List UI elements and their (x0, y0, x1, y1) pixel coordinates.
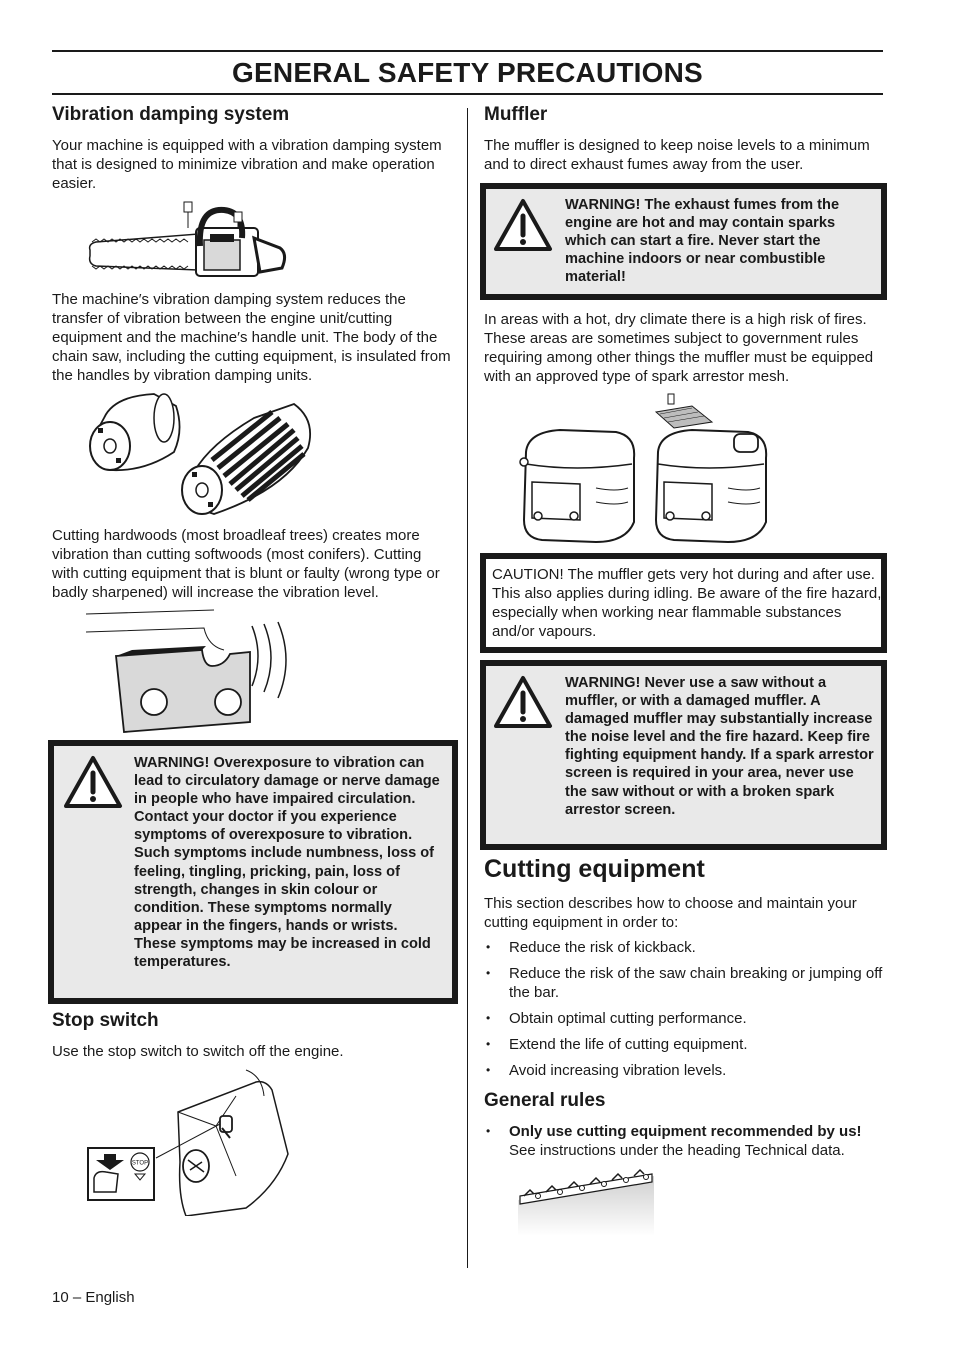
damping-elements-illustration (84, 390, 324, 520)
list-item: • Avoid increasing vibration levels. (484, 1061, 884, 1080)
muffler-body: The muffler is designed to keep noise levels to a minimum and to direct exhaust fumes away from the user. (484, 137, 870, 173)
vibration-body: The machine′s vibration damping system reduces the transfer of vibration between the engine unit/cutting equipment and the machine′s handle unit. The body of the chain saw, including the cutting equipment, is insulated from the handles by vibration damping units. (52, 291, 451, 384)
list-item: • Obtain optimal cutting performance. (484, 1009, 884, 1028)
warning-triangle-icon (492, 197, 554, 253)
exhaust-warning-text: WARNING! The exhaust fumes from the engine are hot and may contain sparks which can start a fire. Never start the machine indoors or near combustible material! (565, 197, 840, 286)
warning-triangle-icon (62, 754, 124, 810)
top-rule (52, 50, 883, 52)
fire-risk-text: In areas with a hot, dry climate there is a high risk of fires. These areas are sometimes subject to government rules requiring among other things the muffler must be equipped with an approved type of spark arrestor mesh. (484, 311, 874, 385)
vibration-warning-box (48, 740, 458, 1004)
stop-switch-body: Use the stop switch to switch off the engine. (52, 1043, 344, 1060)
stop-label: STOP (131, 1160, 149, 1167)
general-rules-bold: Only use cutting equipment recommended by us! (509, 1123, 862, 1140)
warning-triangle-icon (492, 674, 554, 730)
chain-cutter-illustration (84, 606, 314, 736)
column-divider (467, 108, 468, 1268)
cutting-bullet-list (484, 938, 884, 1080)
hardwood-text: Cutting hardwoods (most broadleaf trees) creates more vibration than cutting softwoods (most conifers). Cutting with cutting equipment that is blunt or faulty (wrong type or badly sharpened) will increase the vibration level. (52, 527, 440, 601)
vibration-heading: Vibration damping system (52, 104, 290, 125)
chainsaw-illustration (84, 198, 294, 284)
list-item: • Reduce the risk of kickback. (484, 938, 884, 957)
cutting-equipment-heading: Cutting equipment (484, 855, 705, 883)
muffler-warning-text: WARNING! Never use a saw without a muffler, or with a damaged muffler. A damaged muffler may substantially increase the noise level and the fire hazard. Keep fire fighting equipment handy. If a spark arrestor screen is required in your area, never use the saw without or with a broken spark arrestor screen. (565, 675, 874, 818)
muffler-warning-box (480, 660, 887, 850)
saw-chain-illustration (516, 1166, 656, 1236)
stop-switch-illustration (86, 1066, 292, 1216)
page-footer: 10 – English (52, 1289, 135, 1306)
list-item: • Extend the life of cutting equipment. (484, 1035, 884, 1054)
exhaust-warning-box (480, 183, 887, 300)
list-item: • Reduce the risk of the saw chain breaking or jumping off the bar. (484, 964, 884, 1002)
bullet-dot: • (486, 1124, 491, 1138)
caution-text: CAUTION! The muffler gets very hot during and after use. This also applies during idling. Be aware of the fire hazard, especially when working near flammable substances and/or vapours. (492, 566, 882, 640)
vibration-warning-text: WARNING! Overexposure to vibration can lead to circulatory damage or nerve damage in people who have impaired circulation. Contact your doctor if you experience symptoms of overexposure to vibration. Such symptoms include numbness, loss of feeling, tingling, pricking, pain, loss of strength, changes in skin colour or condition. These symptoms normally appear in the fingers, hands or wrists. These symptoms may be increased in cold temperatures. (134, 755, 440, 971)
cutting-intro: This section describes how to choose and maintain your cutting equipment in order to: (484, 895, 857, 931)
muffler-illustration (516, 392, 776, 548)
vibration-intro: Your machine is equipped with a vibration damping system that is designed to minimize vibration and make operation easier. (52, 137, 442, 192)
page-title: GENERAL SAFETY PRECAUTIONS (232, 57, 703, 88)
general-rules-heading: General rules (484, 1090, 606, 1111)
general-rules-text: See instructions under the heading Technical data. (509, 1142, 845, 1159)
title-rule (52, 93, 883, 95)
caution-box (480, 553, 887, 653)
muffler-heading: Muffler (484, 104, 548, 125)
stop-switch-heading: Stop switch (52, 1010, 159, 1031)
